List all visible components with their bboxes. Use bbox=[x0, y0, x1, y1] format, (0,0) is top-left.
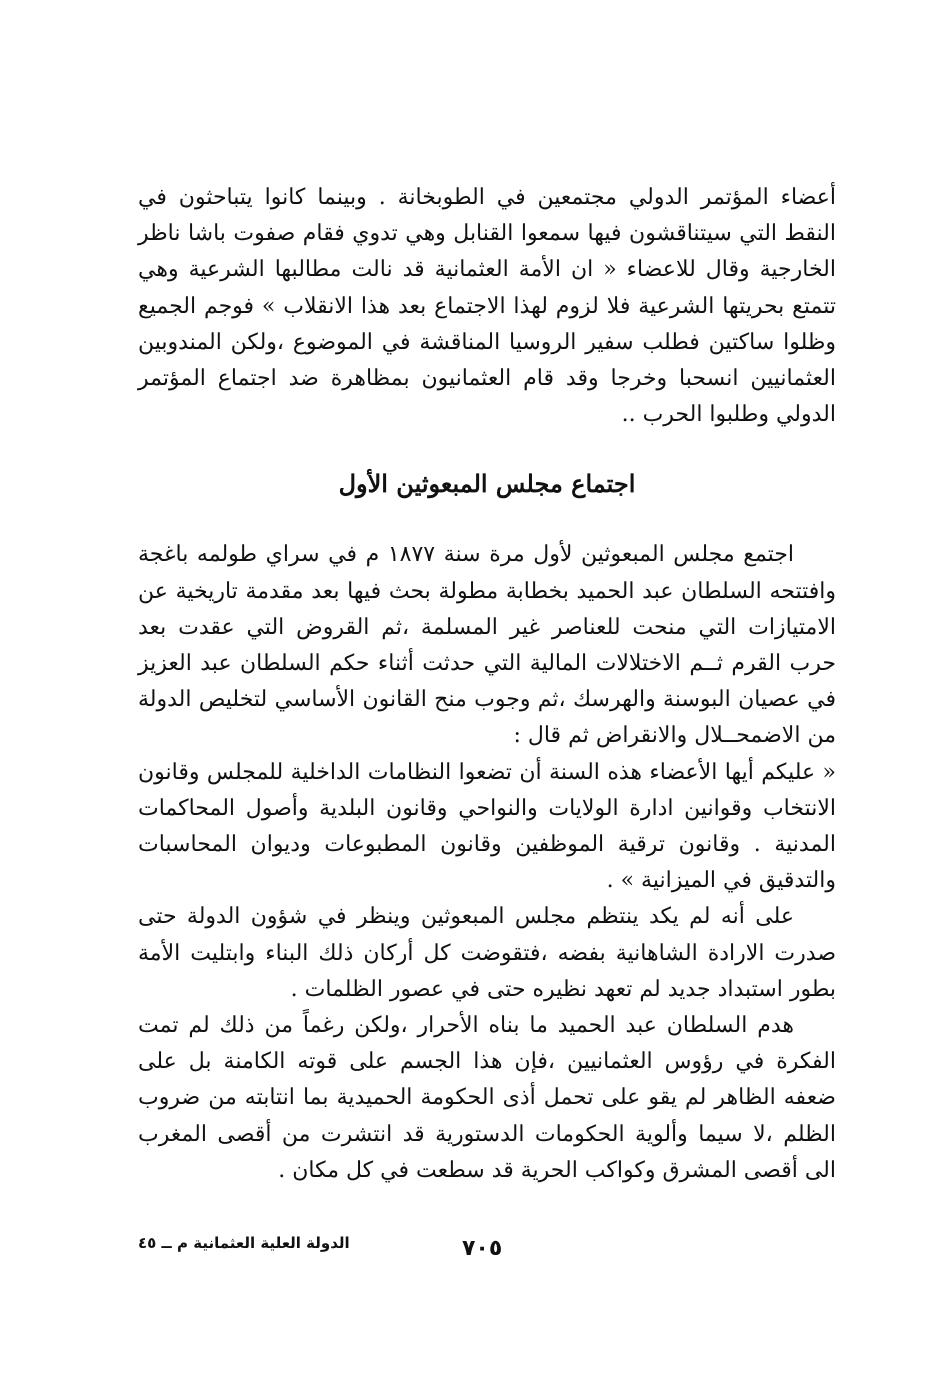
paragraph: هدم السلطان عبد الحميد ما بناه الأحرار ،ولكن رغماً من ذلك لم تمت الفكرة في رؤوس العثمانيين ،فإن هذا الجسم على قوته الكامنة بل على ضعفه الظاهر لم يقو على تحمل أذى الحكومة الحميدية بما انتابته من ضروب الظلم ،لا سيما وألوية الحكومات الدستورية قد انتشرت من أقصى المغرب الى أقصى المشرق وكواكب الحرية قد سطعت في كل مكان . bbox=[138, 1013, 836, 1183]
paragraph-intro: أعضاء المؤتمر الدولي مجتمعين في الطوبخانة . وبينما كانوا يتباحثون في النقط التي سيتناقشون فيها سمعوا القنابل وهي تدوي فقام صفوت باشا ناظر الخارجية وقال للاعضاء « ان الأمة العثمانية قد نالت مطالبها الشرعية وهي تتمتع بحريتها الشرعية فلا لزوم لهذا الاجتماع بعد هذا الانقلاب » فوجم الجميع وظلوا ساكتين فطلب سفير الروسيا المناقشة في الموضوع ،ولكن المندوبين العثمانيين انسحبا وخرجا وقد قام العثمانيون بمظاهرة ضد اجتماع المؤتمر الدولي وطلبوا الحرب .. bbox=[138, 185, 837, 428]
page-body bbox=[138, 180, 836, 1189]
paragraph-quote: « عليكم أيها الأعضاء هذه السنة أن تضعوا النظامات الداخلية للمجلس وقانون الانتخاب وقوانين ادارة الولايات والنواحي وقانون البلدية وأصول المحاكمات المدنية . وقانون ترقية الموظفين وقانون المطبوعات وديوان المحاسبات والتدقيق في الميزانية » . bbox=[138, 759, 836, 894]
section-heading: اجتماع مجلس المبعوثين الأول bbox=[338, 469, 636, 499]
paragraph: على أنه لم يكد ينتظم مجلس المبعوثين وينظر في شؤون الدولة حتى صدرت الارادة الشاهانية بفضه ،فتقوضت كل أركان ذلك البناء وابتليت الأمة بطور استبداد جديد لم تعهد نظيره حتى في عصور الظلمات . bbox=[138, 904, 836, 1002]
page-number: ٧٠٥ bbox=[462, 1236, 503, 1261]
page-footer bbox=[138, 1226, 836, 1266]
paragraph: اجتمع مجلس المبعوثين لأول مرة سنة ١٨٧٧ م في سراي طولمه باغجة وافتتحه السلطان عبد الحميد بخطابة مطولة بحث فيها بعد مقدمة تاريخية عن الامتيازات التي منحت للعناصر غير المسلمة ،ثم القروض التي عقدت بعد حرب القرم ثــم الاختلالات المالية التي حدثت أثناء حكم السلطان عبد العزيز في عصيان البوسنة والهرسك ،ثم وجوب منح القانون الأساسي لتخليص الدولة من الاضمحــلال والانقراض ثم قال : bbox=[138, 542, 836, 749]
footer-book-title: الدولة العلية العثمانية م ــ ٤٥ bbox=[138, 1234, 350, 1252]
